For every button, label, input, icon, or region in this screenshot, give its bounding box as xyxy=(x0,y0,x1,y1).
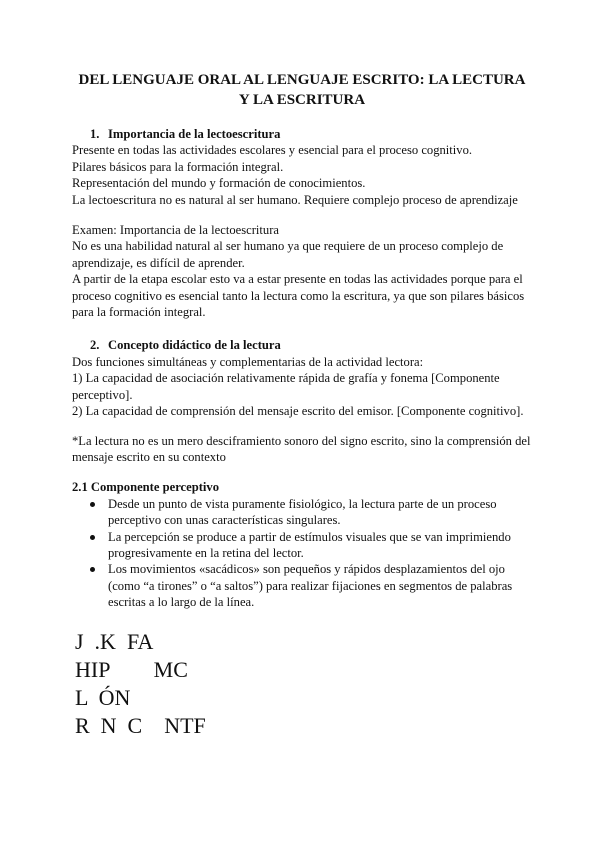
fragment-line: HIP MC xyxy=(75,657,188,682)
section-number: 2. xyxy=(90,338,100,353)
document-title: DEL LENGUAJE ORAL AL LENGUAJE ESCRITO: LA LECTURA Y LA ESCRITURA xyxy=(78,72,526,108)
letter-fragment-illustration xyxy=(75,628,206,740)
text-line: Representación del mundo y formación de conocimientos. xyxy=(72,176,366,191)
section-number: 1. xyxy=(90,127,100,141)
text-line: Presente en todas las actividades escolares y esencial para el proceso cognitivo. xyxy=(72,143,473,158)
bullet-list xyxy=(72,496,532,611)
section-1-heading xyxy=(72,126,532,142)
section-heading-text: Importancia de la lectoescritura xyxy=(108,127,281,141)
list-item: Desde un punto de vista puramente fisiológico, la lectura parte de un proceso perceptivo con unas características singulares. xyxy=(108,496,532,529)
fragment-line: R N C NTF xyxy=(75,713,206,738)
exam-paragraph: No es una habilidad natural al ser humano ya que requiere de un proceso complejo de aprendizaje, es difícil de aprender. xyxy=(72,239,504,270)
text-line: 1) La capacidad de asociación relativamente rápida de grafía y fonema [Componente perceptivo]. xyxy=(72,371,500,402)
text-line: Pilares básicos para la formación integral. xyxy=(72,159,284,174)
note-paragraph: *La lectura no es un mero desciframiento sonoro del signo escrito, sino la comprensión del mensaje escrito en su contexto xyxy=(72,433,531,464)
exam-paragraph: A partir de la etapa escolar esto va a estar presente en todas las actividades porque para el proceso cognitivo es esencial tanto la lectura como la escritura, ya que son pilares básicos para la formación integral. xyxy=(72,272,525,320)
fragment-line: L ÓN xyxy=(75,685,131,710)
section-2-1-heading: 2.1 Componente perceptivo xyxy=(72,480,220,495)
document-page xyxy=(72,70,532,611)
exam-title: Examen: Importancia de la lectoescritura xyxy=(72,223,279,238)
text-line: 2) La capacidad de comprensión del mensaje escrito del emisor. [Componente cognitivo]. xyxy=(72,404,524,419)
text-line: La lectoescritura no es natural al ser humano. Requiere complejo proceso de aprendizaje xyxy=(72,192,518,207)
section-2-heading xyxy=(72,337,532,353)
list-item: Los movimientos «sacádicos» son pequeños y rápidos desplazamientos del ojo (como “a tirones” o “a saltos”) para realizar fijaciones en segmentos de palabras escritas a lo largo de la línea. xyxy=(108,561,532,610)
fragment-line: J .K FA xyxy=(75,629,154,654)
section-heading-text: Concepto didáctico de la lectura xyxy=(108,338,281,353)
text-line: Dos funciones simultáneas y complementarias de la actividad lectora: xyxy=(72,354,424,369)
list-item: La percepción se produce a partir de estímulos visuales que se van imprimiendo progresivamente en la retina del lector. xyxy=(108,529,532,562)
